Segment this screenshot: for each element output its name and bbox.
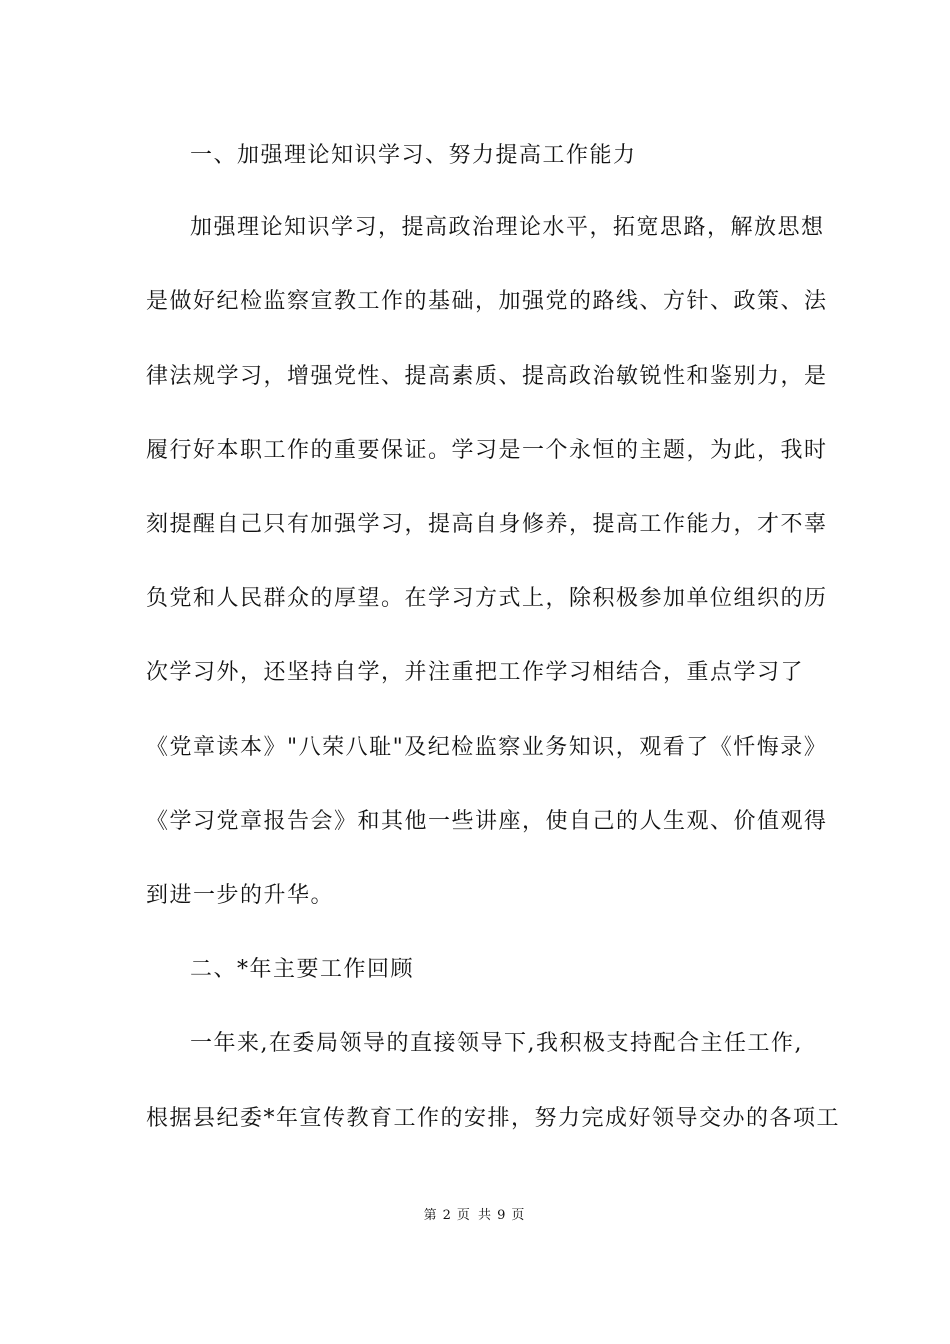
page-footer	[0, 1207, 950, 1225]
footer-prefix: 第	[423, 1208, 439, 1223]
paragraph-1-line-5: 刻提醒自己只有加强学习，提高自身修养，提高工作能力，才不辜	[146, 512, 828, 537]
paragraph-1-line-2: 是做好纪检监察宣教工作的基础，加强党的路线、方针、政策、法	[146, 289, 828, 314]
footer-suffix: 页	[511, 1208, 527, 1223]
footer-middle: 页 共	[456, 1208, 494, 1223]
paragraph-1-line-9: 《学习党章报告会》和其他一些讲座，使自己的人生观、价值观得	[146, 809, 828, 834]
section-heading-2: 二、*年主要工作回顾	[190, 957, 415, 982]
paragraph-1-line-6: 负党和人民群众的厚望。在学习方式上，除积极参加单位组织的历	[146, 586, 828, 611]
paragraph-1-line-7: 次学习外，还坚持自学，并注重把工作学习相结合，重点学习了	[146, 660, 805, 685]
paragraph-1-line-8: 《党章读本》"八荣八耻"及纪检监察业务知识，观看了《忏悔录》	[146, 735, 828, 760]
paragraph-1-line-4: 履行好本职工作的重要保证。学习是一个永恒的主题，为此，我时	[146, 438, 828, 463]
paragraph-2-line-1: 一年来,在委局领导的直接领导下,我积极支持配合主任工作,	[190, 1031, 803, 1056]
paragraph-1-line-3: 律法规学习，增强党性、提高素质、提高政治敏锐性和鉴别力，是	[146, 364, 828, 389]
paragraph-1-line-1: 加强理论知识学习，提高政治理论水平，拓宽思路，解放思想	[190, 215, 825, 240]
paragraph-1-line-10: 到进一步的升华。	[146, 883, 335, 908]
footer-page-number: 2	[442, 1208, 453, 1223]
paragraph-2-line-2: 根据县纪委*年宣传教育工作的安排，努力完成好领导交办的各项工	[146, 1106, 841, 1131]
footer-total-pages: 9	[497, 1208, 508, 1223]
section-heading-1: 一、加强理论知识学习、努力提高工作能力	[190, 143, 637, 168]
